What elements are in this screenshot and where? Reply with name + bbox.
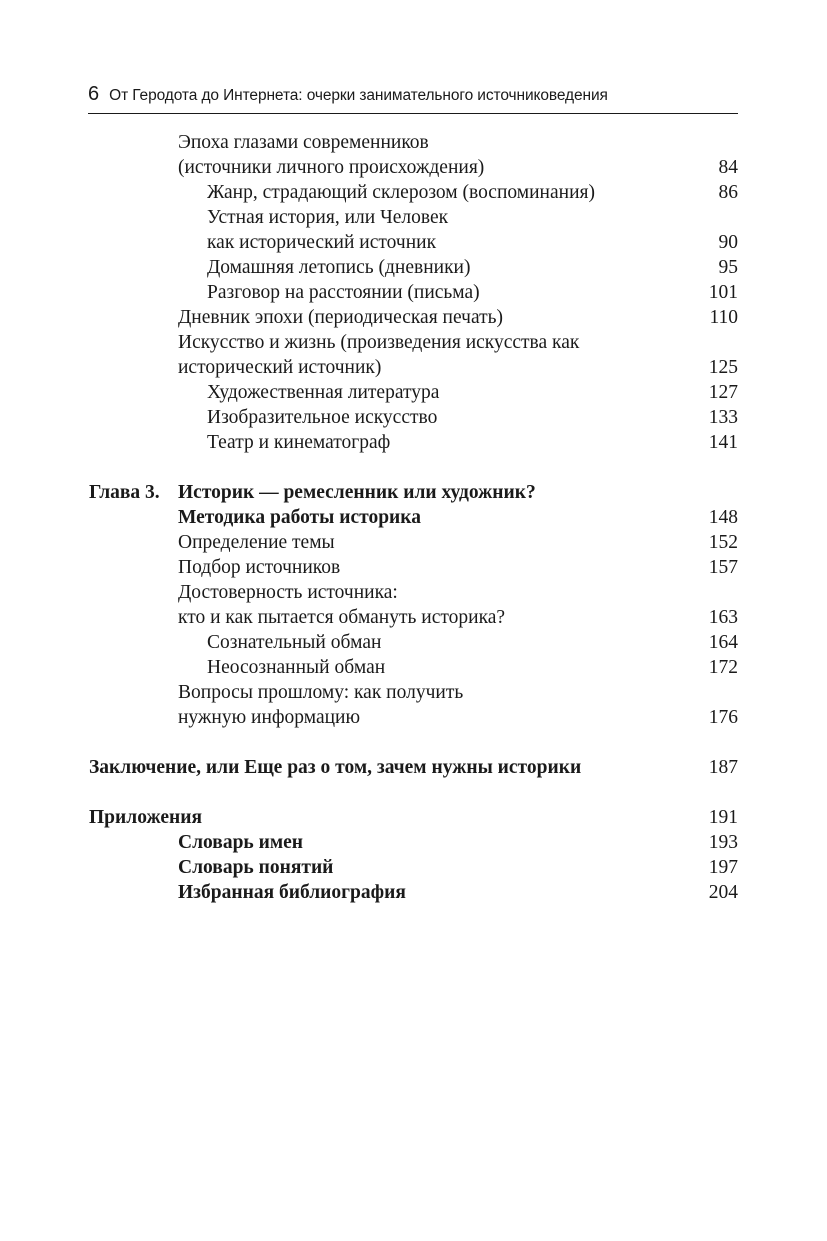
header-rule xyxy=(88,113,738,114)
toc-subentry xyxy=(0,255,827,280)
toc-entry-title: Словарь имен xyxy=(178,832,304,853)
toc-page-number: 133 xyxy=(708,407,738,428)
toc-page-number: 95 xyxy=(718,257,738,278)
toc-entry xyxy=(0,880,827,905)
toc-entry xyxy=(0,855,827,880)
toc-entry-title: кто и как пытается обмануть историка? xyxy=(178,607,506,628)
toc-page-number: 152 xyxy=(708,532,738,553)
toc-entry xyxy=(0,580,827,605)
toc-page-number: 90 xyxy=(718,232,738,253)
chapter-label: Глава 3. xyxy=(89,482,160,503)
toc-page-number: 193 xyxy=(708,832,738,853)
toc-page-number: 127 xyxy=(708,382,738,403)
toc-entry xyxy=(0,330,827,355)
toc-page-number: 84 xyxy=(718,157,738,178)
toc-subentry xyxy=(0,205,827,230)
toc-entry-title: нужную информацию xyxy=(178,707,361,728)
toc-entry-title: Жанр, страдающий склерозом (воспоминания) xyxy=(207,182,595,203)
toc-page-number: 141 xyxy=(708,432,738,453)
toc-subentry xyxy=(0,180,827,205)
toc-subentry xyxy=(0,230,827,255)
toc-entry-title: Словарь понятий xyxy=(178,857,334,878)
toc-entry-title: Вопросы прошлому: как получить xyxy=(178,682,464,703)
spacer xyxy=(0,730,827,755)
toc-page-number: 187 xyxy=(708,757,738,778)
toc-subentry xyxy=(0,430,827,455)
toc-entry xyxy=(0,530,827,555)
toc-entry-title: Устная история, или Человек xyxy=(207,207,449,228)
toc-entry-title: Достоверность источника: xyxy=(178,582,398,603)
running-head-title: От Геродота до Интернета: очерки занимательного источниковедения xyxy=(109,87,608,104)
spacer xyxy=(0,455,827,480)
toc-chapter xyxy=(0,480,827,505)
toc-entry xyxy=(0,555,827,580)
toc-page-number: 176 xyxy=(708,707,738,728)
toc-entry-title: Дневник эпохи (периодическая печать) xyxy=(178,307,504,328)
conclusion-title: Заключение, или Еще раз о том, зачем нужны историки xyxy=(89,757,582,778)
toc-chapter xyxy=(0,505,827,530)
toc-entry-title: Сознательный обман xyxy=(207,632,382,653)
toc-page-number: 172 xyxy=(708,657,738,678)
toc-entry-title: Неосознанный обман xyxy=(207,657,386,678)
toc-page-number: 86 xyxy=(718,182,738,203)
toc-entry xyxy=(0,130,827,155)
toc-page-number: 164 xyxy=(708,632,738,653)
toc-page-number: 125 xyxy=(708,357,738,378)
toc-entry xyxy=(0,155,827,180)
toc-chapter xyxy=(0,805,827,830)
toc-entry xyxy=(0,680,827,705)
toc-entry-title: Искусство и жизнь (произведения искусства как xyxy=(178,332,580,353)
toc-entry xyxy=(0,705,827,730)
spacer xyxy=(0,780,827,805)
toc-subentry xyxy=(0,280,827,305)
toc-subentry xyxy=(0,630,827,655)
toc-entry-title: Подбор источников xyxy=(178,557,341,578)
toc-subentry xyxy=(0,405,827,430)
page-number: 6 xyxy=(88,83,100,105)
table-of-contents xyxy=(0,130,827,905)
toc-chapter xyxy=(0,755,827,780)
toc-page-number: 101 xyxy=(708,282,738,303)
toc-subentry xyxy=(0,380,827,405)
toc-page-number: 148 xyxy=(708,507,738,528)
toc-entry-title: (источники личного происхождения) xyxy=(178,157,485,178)
toc-page-number: 191 xyxy=(708,807,738,828)
toc-page-number: 197 xyxy=(708,857,738,878)
toc-page-number: 204 xyxy=(708,882,738,903)
toc-entry-title: Разговор на расстоянии (письма) xyxy=(207,282,480,303)
toc-entry-title: Избранная библиография xyxy=(178,882,406,903)
toc-entry-title: Домашняя летопись (дневники) xyxy=(207,257,471,278)
toc-page-number: 157 xyxy=(708,557,738,578)
toc-entry-title: Эпоха глазами современников xyxy=(178,132,429,153)
toc-entry xyxy=(0,355,827,380)
toc-entry-title: Художественная литература xyxy=(207,382,440,403)
toc-entry xyxy=(0,830,827,855)
toc-entry xyxy=(0,305,827,330)
chapter-title: Историк — ремесленник или художник? xyxy=(178,482,536,503)
toc-entry-title: исторический источник) xyxy=(178,357,382,378)
toc-entry-title: Изобразительное искусство xyxy=(207,407,438,428)
toc-subentry xyxy=(0,655,827,680)
toc-entry-title: Определение темы xyxy=(178,532,335,553)
toc-entry xyxy=(0,605,827,630)
running-head xyxy=(88,84,738,110)
toc-entry-title: как исторический источник xyxy=(207,232,437,253)
toc-page-number: 110 xyxy=(709,307,738,328)
appendices-title: Приложения xyxy=(89,807,203,828)
toc-entry-title: Театр и кинематограф xyxy=(207,432,391,453)
chapter-title: Методика работы историка xyxy=(178,507,421,528)
toc-page-number: 163 xyxy=(708,607,738,628)
